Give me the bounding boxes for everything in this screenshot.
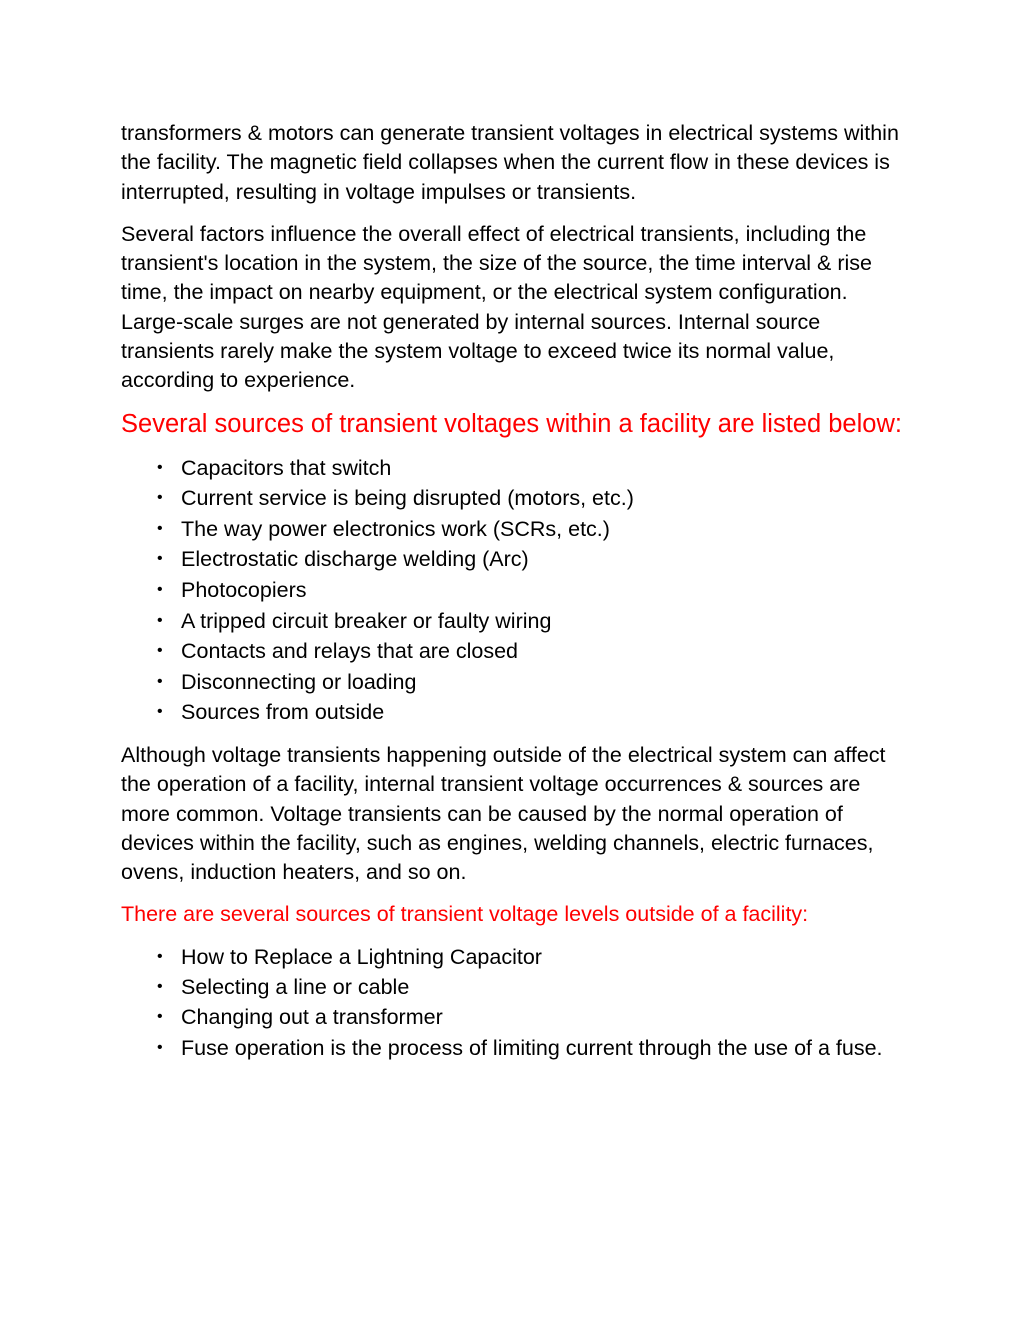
heading-internal-sources: Several sources of transient voltages within a facility are listed below: <box>121 409 902 438</box>
heading-external-sources: There are several sources of transient voltage levels outside of a facility: <box>121 901 809 926</box>
list-item-text: Fuse operation is the process of limiting current through the use of a fuse. <box>181 1035 883 1060</box>
list-item-text: Current service is being disrupted (motors, etc.) <box>181 486 634 511</box>
paragraph-transformers-motors: transformers & motors can generate transient voltages in electrical systems within the facility. The magnetic field collapses when the current flow in these devices is interrupted, resulting in voltage impulses or transients. <box>121 121 899 204</box>
list-item <box>121 606 911 637</box>
list-item <box>121 667 911 698</box>
list-item-text: Contacts and relays that are closed <box>181 639 519 664</box>
paragraph-external-vs-internal: Although voltage transients happening outside of the electrical system can affect the operation of a facility, internal transient voltage occurrences & sources are more common. Voltage transients can be caused by the normal operation of devices within the facility, such as engines, welding channels, electric furnaces, ovens, induction heaters, and so on. <box>121 743 886 885</box>
bullet-icon: • <box>157 1038 163 1056</box>
list-item <box>121 697 911 728</box>
list-item <box>121 942 911 972</box>
bullet-icon: • <box>157 611 163 629</box>
list-item-text: Electrostatic discharge welding (Arc) <box>181 547 529 572</box>
list-item <box>121 544 911 575</box>
list-item-text: The way power electronics work (SCRs, etc.) <box>181 516 610 541</box>
bullet-icon: • <box>157 642 163 660</box>
list-item <box>121 483 911 514</box>
bullet-icon: • <box>157 581 163 599</box>
list-item-text: Capacitors that switch <box>181 455 392 480</box>
list-item <box>121 453 911 484</box>
list-item <box>121 575 911 606</box>
bullet-icon: • <box>157 977 163 995</box>
list-item-text: Photocopiers <box>181 578 307 603</box>
internal-sources-list <box>121 453 911 728</box>
paragraph-influencing-factors: Several factors influence the overall effect of electrical transients, including the transient's location in the system, the size of the source, the time interval & rise time, the impact on nearby equipment, or the electrical system configuration. Large-scale surges are not generated by internal sources. Internal source transients rarely make the system voltage to exceed twice its normal value, according to experience. <box>121 221 872 393</box>
list-item-text: Selecting a line or cable <box>181 974 410 999</box>
bullet-icon: • <box>157 672 163 690</box>
document-page <box>121 119 911 1063</box>
list-item <box>121 1033 911 1063</box>
bullet-icon: • <box>157 703 163 721</box>
bullet-icon: • <box>157 1008 163 1026</box>
list-item-text: Changing out a transformer <box>181 1005 443 1030</box>
list-item <box>121 972 911 1002</box>
bullet-icon: • <box>157 519 163 537</box>
list-item-text: Sources from outside <box>181 700 385 725</box>
list-item-text: A tripped circuit breaker or faulty wiring <box>181 608 552 633</box>
list-item-text: How to Replace a Lightning Capacitor <box>181 944 542 969</box>
bullet-icon: • <box>157 550 163 568</box>
list-item <box>121 514 911 545</box>
list-item <box>121 1002 911 1032</box>
bullet-icon: • <box>157 489 163 507</box>
bullet-icon: • <box>157 947 163 965</box>
list-item <box>121 636 911 667</box>
bullet-icon: • <box>157 458 163 476</box>
list-item-text: Disconnecting or loading <box>181 669 417 694</box>
external-sources-list <box>121 942 911 1064</box>
